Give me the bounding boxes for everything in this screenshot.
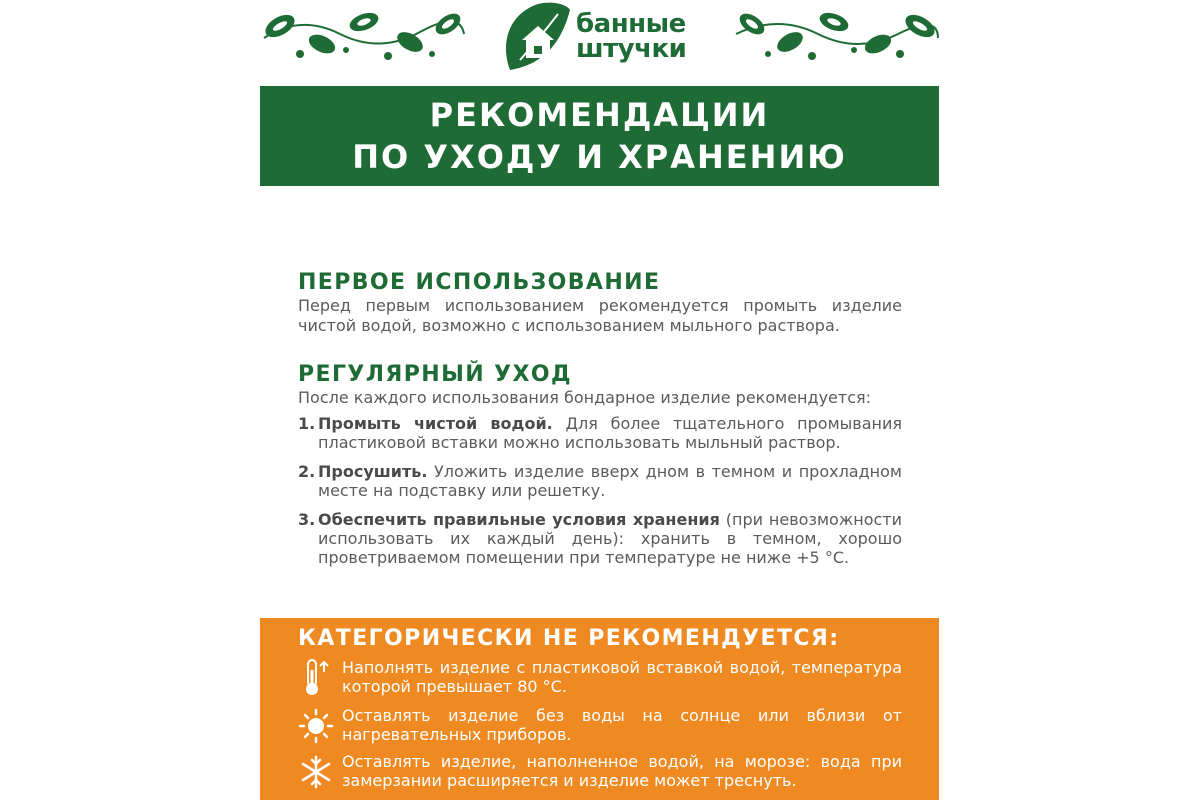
care-step [298,414,902,452]
snowflake-icon [298,752,334,792]
care-step-title: Просушить. [318,462,428,481]
care-step-number: 3. [298,510,316,529]
warning-heading: КАТЕГОРИЧЕСКИ НЕ РЕКОМЕНДУЕТСЯ: [298,626,840,651]
warning-item [298,658,902,702]
title-line2: ПО УХОДУ И ХРАНЕНИЮ [352,138,847,176]
brand-name-line2: штучки [576,34,687,64]
warning-text: Оставлять изделие без воды на солнце или вблизи от нагревательных приборов. [342,706,902,744]
care-sheet [260,0,939,800]
thermometer-icon [298,658,334,698]
care-step-text: (при невозможности использовать их каждый день): хранить в темном, хорошо проветриваемом помещении при температуре не ниже +5 °С. [318,510,903,567]
title-line1: РЕКОМЕНДАЦИИ [429,96,770,134]
care-step-title: Промыть чистой водой. [318,414,553,433]
regular-care-intro: После каждого использования бондарное изделие рекомендуется: [298,388,872,407]
care-steps-list [298,414,902,567]
regular-care-section [298,362,902,577]
care-step-text: Уложить изделие вверх дном в темном и прохладном месте на подставку или решетку. [318,462,902,500]
care-step-number: 1. [298,414,316,433]
brand-logo [498,0,708,76]
header [260,0,939,80]
title-banner [260,86,939,186]
brand-name [576,9,687,64]
brand-name-line1: банные [576,9,686,39]
care-step-text: Для более тщательного промывания пластиковой вставки можно использовать мыльный раствор. [318,414,903,452]
warning-text: Оставлять изделие, наполненное водой, на морозе: вода при замерзании расширяется и изделие может треснуть. [342,752,902,790]
first-use-text: Перед первым использованием рекомендуется промыть изделие чистой водой, возможно с использованием мыльного раствора. [298,296,902,335]
warning-block [260,618,939,800]
house-leaf-logo-icon [498,0,572,76]
care-step-number: 2. [298,462,316,481]
sun-icon [298,706,334,746]
care-step [298,510,902,567]
leaf-ornament-right-icon [734,4,939,68]
first-use-heading: ПЕРВОЕ ИСПОЛЬЗОВАНИЕ [298,270,661,295]
leaf-ornament-left-icon [260,4,465,68]
first-use-section [298,270,902,336]
warning-text: Наполнять изделие с пластиковой вставкой водой, температура которой превышает 80 °С. [342,658,902,696]
care-step [298,462,902,500]
warning-item [298,706,902,750]
regular-care-heading: РЕГУЛЯРНЫЙ УХОД [298,362,572,387]
care-step-title: Обеспечить правильные условия хранения [318,510,720,529]
warning-item [298,752,902,796]
